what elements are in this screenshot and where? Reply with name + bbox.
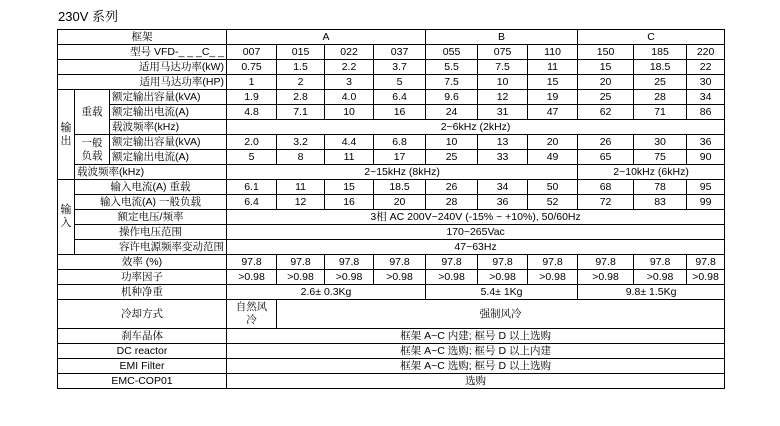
weight-c-value: 9.8± 1.5Kg (578, 285, 725, 300)
heavy-capacity-value: 12 (478, 90, 528, 105)
input-current-heavy-value: 34 (478, 180, 528, 195)
heavy-current-value: 16 (374, 105, 426, 120)
input-current-normal-value: 99 (687, 195, 725, 210)
motor-hp-label: 适用马达功率(HP) (58, 75, 227, 90)
power-factor-value: >0.98 (634, 270, 687, 285)
model-value: 185 (634, 45, 687, 60)
input-current-normal-value: 36 (478, 195, 528, 210)
input-current-heavy-value: 78 (634, 180, 687, 195)
frame-label: 框架 (58, 30, 227, 45)
input-current-heavy-value: 6.1 (227, 180, 277, 195)
emi-row (58, 359, 725, 374)
heavy-current-value: 10 (325, 105, 374, 120)
normal-carrier-label: 载波频率(kHz) (75, 165, 227, 180)
input-freq-label: 容许电源频率变动范围 (75, 240, 227, 255)
motor-kw-value: 0.75 (227, 60, 277, 75)
input-voltage-value: 3相 AC 200V~240V (-15% ~ +10%), 50/60Hz (227, 210, 725, 225)
normal-current-value: 5 (227, 150, 277, 165)
input-freq-row (58, 240, 725, 255)
heavy-capacity-value: 4.0 (325, 90, 374, 105)
normal-capacity-value: 4.4 (325, 135, 374, 150)
normal-carrier-ab-value: 2~15kHz (8kHz) (227, 165, 578, 180)
normal-capacity-value: 26 (578, 135, 634, 150)
motor-hp-value: 30 (687, 75, 725, 90)
heavy-carrier-label: 载波频率(kHz) (110, 120, 227, 135)
emc-row (58, 374, 725, 389)
input-freq-value: 47~63Hz (227, 240, 725, 255)
brake-value: 框架 A~C 内建; 框号 D 以上选购 (227, 329, 725, 344)
weight-a-value: 2.6± 0.3Kg (227, 285, 426, 300)
efficiency-value: 97.8 (227, 255, 277, 270)
cooling-row (58, 300, 725, 329)
normal-current-value: 90 (687, 150, 725, 165)
model-value: 055 (426, 45, 478, 60)
normal-capacity-label: 额定输出容量(kVA) (110, 135, 227, 150)
input-current-normal-value: 28 (426, 195, 478, 210)
motor-hp-value: 25 (634, 75, 687, 90)
power-factor-value: >0.98 (227, 270, 277, 285)
model-value: 110 (528, 45, 578, 60)
heavy-current-label: 额定输出电流(A) (110, 105, 227, 120)
normal-carrier-row (58, 165, 725, 180)
efficiency-value: 97.8 (374, 255, 426, 270)
motor-kw-value: 2.2 (325, 60, 374, 75)
motor-hp-value: 5 (374, 75, 426, 90)
heavy-current-value: 47 (528, 105, 578, 120)
heavy-capacity-value: 19 (528, 90, 578, 105)
weight-row (58, 285, 725, 300)
heavy-capacity-row (58, 90, 725, 105)
normal-capacity-value: 30 (634, 135, 687, 150)
efficiency-value: 97.8 (277, 255, 325, 270)
model-value: 075 (478, 45, 528, 60)
normal-current-value: 33 (478, 150, 528, 165)
cooling-natural-value: 自然风冷 (227, 300, 277, 329)
normal-current-row (58, 150, 725, 165)
heavy-capacity-value: 6.4 (374, 90, 426, 105)
input-current-normal-value: 16 (325, 195, 374, 210)
normal-capacity-value: 13 (478, 135, 528, 150)
heavy-carrier-row (58, 120, 725, 135)
dc-reactor-value: 框架 A~C 选购; 框号 D 以上内建 (227, 344, 725, 359)
heavy-current-value: 62 (578, 105, 634, 120)
heavy-current-value: 71 (634, 105, 687, 120)
normal-label: 一般负载 (75, 135, 110, 165)
efficiency-label: 效率 (%) (58, 255, 227, 270)
input-range-value: 170~265Vac (227, 225, 725, 240)
heavy-current-row (58, 105, 725, 120)
efficiency-row (58, 255, 725, 270)
motor-hp-row (58, 75, 725, 90)
input-current-heavy-label: 输入电流(A) 重载 (75, 180, 227, 195)
normal-carrier-c-value: 2~10kHz (6kHz) (578, 165, 725, 180)
efficiency-value: 97.8 (325, 255, 374, 270)
normal-current-value: 65 (578, 150, 634, 165)
normal-current-value: 8 (277, 150, 325, 165)
efficiency-value: 97.8 (426, 255, 478, 270)
model-value: 037 (374, 45, 426, 60)
normal-current-label: 额定输出电流(A) (110, 150, 227, 165)
efficiency-value: 97.8 (478, 255, 528, 270)
input-voltage-label: 额定电压/频率 (75, 210, 227, 225)
input-current-normal-row (58, 195, 725, 210)
emc-label: EMC-COP01 (58, 374, 227, 389)
normal-capacity-value: 2.0 (227, 135, 277, 150)
emi-value: 框架 A~C 选购; 框号 D 以上选购 (227, 359, 725, 374)
motor-hp-value: 7.5 (426, 75, 478, 90)
motor-hp-value: 2 (277, 75, 325, 90)
normal-current-value: 75 (634, 150, 687, 165)
spec-table (57, 29, 725, 389)
motor-kw-value: 22 (687, 60, 725, 75)
cooling-forced-value: 强制风冷 (277, 300, 725, 329)
motor-kw-value: 15 (578, 60, 634, 75)
power-factor-value: >0.98 (478, 270, 528, 285)
output-group-label: 输出 (58, 90, 75, 180)
normal-capacity-value: 3.2 (277, 135, 325, 150)
input-voltage-row (58, 210, 725, 225)
input-current-heavy-value: 15 (325, 180, 374, 195)
heavy-capacity-value: 1.9 (227, 90, 277, 105)
heavy-current-value: 31 (478, 105, 528, 120)
input-current-heavy-value: 26 (426, 180, 478, 195)
input-current-normal-value: 20 (374, 195, 426, 210)
brake-row (58, 329, 725, 344)
heavy-current-value: 24 (426, 105, 478, 120)
cooling-label: 冷却方式 (58, 300, 227, 329)
motor-hp-value: 15 (528, 75, 578, 90)
power-factor-value: >0.98 (528, 270, 578, 285)
normal-current-value: 49 (528, 150, 578, 165)
motor-hp-value: 3 (325, 75, 374, 90)
normal-current-value: 17 (374, 150, 426, 165)
frame-row (58, 30, 725, 45)
motor-kw-value: 1.5 (277, 60, 325, 75)
motor-hp-value: 20 (578, 75, 634, 90)
normal-capacity-row (58, 135, 725, 150)
normal-capacity-value: 6.8 (374, 135, 426, 150)
frame-c: C (578, 30, 725, 45)
efficiency-value: 97.8 (634, 255, 687, 270)
motor-kw-value: 5.5 (426, 60, 478, 75)
heavy-capacity-label: 额定输出容量(kVA) (110, 90, 227, 105)
dc-reactor-row (58, 344, 725, 359)
input-current-normal-value: 12 (277, 195, 325, 210)
heavy-capacity-value: 34 (687, 90, 725, 105)
power-factor-value: >0.98 (374, 270, 426, 285)
input-range-row (58, 225, 725, 240)
frame-b: B (426, 30, 578, 45)
heavy-capacity-value: 9.6 (426, 90, 478, 105)
efficiency-value: 97.8 (528, 255, 578, 270)
heavy-current-value: 86 (687, 105, 725, 120)
power-factor-label: 功率因子 (58, 270, 227, 285)
power-factor-value: >0.98 (325, 270, 374, 285)
input-group-label: 输入 (58, 180, 75, 255)
weight-label: 机种净重 (58, 285, 227, 300)
page-title: 230V 系列 (58, 9, 118, 24)
normal-capacity-value: 20 (528, 135, 578, 150)
model-value: 022 (325, 45, 374, 60)
motor-kw-value: 7.5 (478, 60, 528, 75)
power-factor-value: >0.98 (687, 270, 725, 285)
heavy-current-value: 4.8 (227, 105, 277, 120)
motor-kw-label: 适用马达功率(kW) (58, 60, 227, 75)
model-value: 015 (277, 45, 325, 60)
motor-hp-value: 10 (478, 75, 528, 90)
emc-value: 选购 (227, 374, 725, 389)
efficiency-value: 97.8 (578, 255, 634, 270)
input-current-heavy-value: 95 (687, 180, 725, 195)
input-current-normal-value: 52 (528, 195, 578, 210)
heavy-label: 重载 (75, 90, 110, 135)
input-current-heavy-value: 50 (528, 180, 578, 195)
efficiency-value: 97.8 (687, 255, 725, 270)
normal-current-value: 11 (325, 150, 374, 165)
model-value: 220 (687, 45, 725, 60)
weight-b-value: 5.4± 1Kg (426, 285, 578, 300)
heavy-capacity-value: 25 (578, 90, 634, 105)
normal-capacity-value: 36 (687, 135, 725, 150)
normal-current-value: 25 (426, 150, 478, 165)
motor-kw-value: 18.5 (634, 60, 687, 75)
emi-label: EMI Filter (58, 359, 227, 374)
frame-a: A (227, 30, 426, 45)
input-current-heavy-value: 11 (277, 180, 325, 195)
normal-capacity-value: 10 (426, 135, 478, 150)
heavy-current-value: 7.1 (277, 105, 325, 120)
heavy-capacity-value: 28 (634, 90, 687, 105)
motor-kw-value: 11 (528, 60, 578, 75)
brake-label: 刹车晶体 (58, 329, 227, 344)
motor-kw-row (58, 60, 725, 75)
input-current-heavy-value: 18.5 (374, 180, 426, 195)
input-current-normal-value: 72 (578, 195, 634, 210)
power-factor-value: >0.98 (277, 270, 325, 285)
model-label: 型号 VFD-_ _ _C_ _ (58, 45, 227, 60)
input-current-normal-value: 83 (634, 195, 687, 210)
input-current-heavy-value: 68 (578, 180, 634, 195)
motor-kw-value: 3.7 (374, 60, 426, 75)
model-value: 007 (227, 45, 277, 60)
input-current-normal-label: 输入电流(A) 一般负载 (75, 195, 227, 210)
model-value: 150 (578, 45, 634, 60)
motor-hp-value: 1 (227, 75, 277, 90)
power-factor-row (58, 270, 725, 285)
dc-reactor-label: DC reactor (58, 344, 227, 359)
input-current-heavy-row (58, 180, 725, 195)
heavy-carrier-value: 2~6kHz (2kHz) (227, 120, 725, 135)
model-row (58, 45, 725, 60)
input-current-normal-value: 6.4 (227, 195, 277, 210)
heavy-capacity-value: 2.8 (277, 90, 325, 105)
input-range-label: 操作电压范围 (75, 225, 227, 240)
power-factor-value: >0.98 (426, 270, 478, 285)
power-factor-value: >0.98 (578, 270, 634, 285)
